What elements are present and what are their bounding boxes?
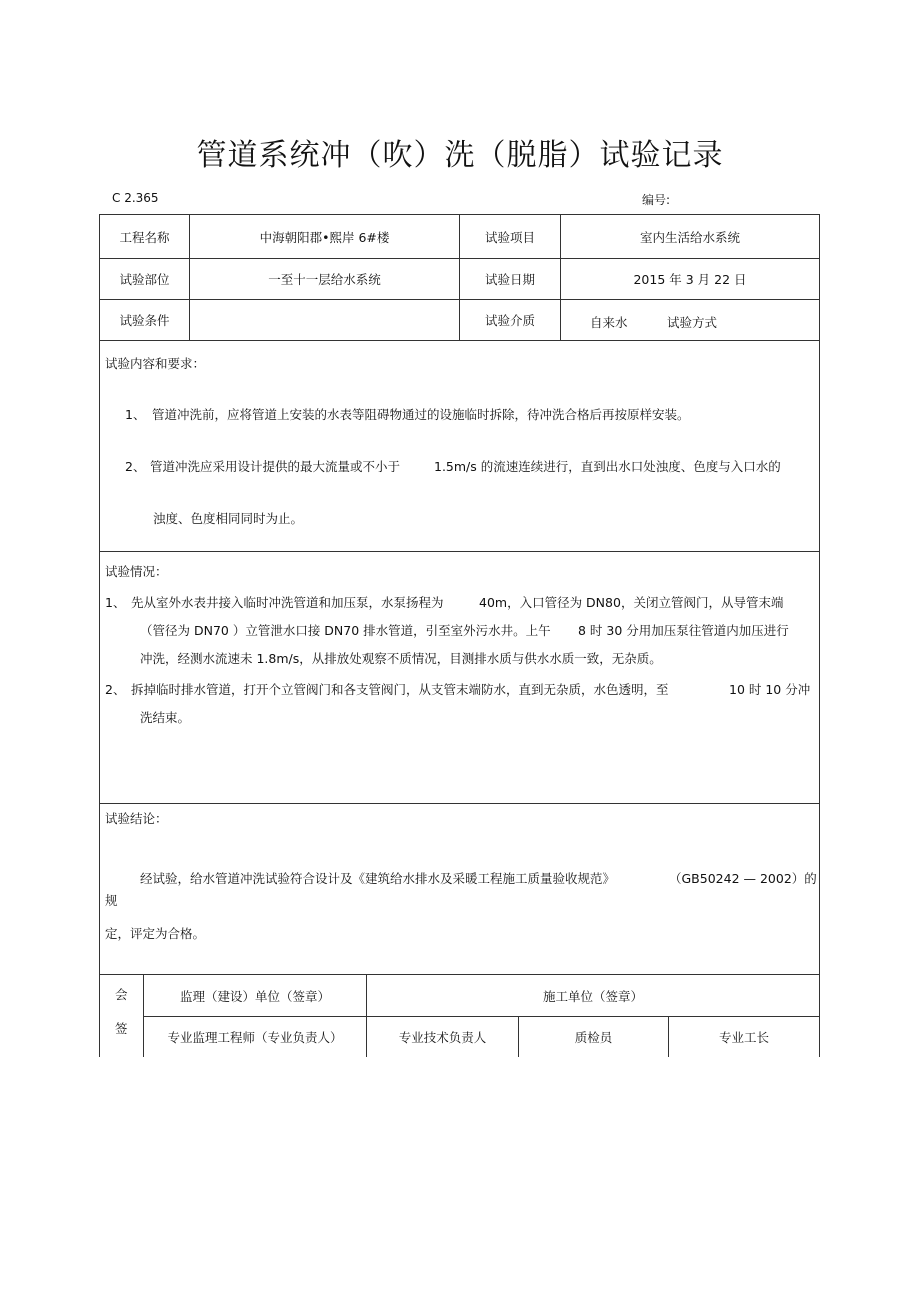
test-method-label: 试验方式 — [667, 315, 718, 330]
requirement-2-text-c: 浊度、色度相同同时为止。 — [153, 511, 304, 526]
conclusion-line1b: （GB50242 — 2002）的 — [669, 871, 817, 886]
conclusion-line1a: 经试验，给水管道冲洗试验符合设计及《建筑给水排水及采暖工程施工质量验收规范》 — [140, 871, 616, 886]
situation-1-line3: 冲洗，经测水流速未 1.8m/s，从排放处观察不质情况，目测排水质与供水水质一致，无杂质。 — [140, 651, 662, 666]
quality-inspector-label: 质检员 — [574, 1030, 613, 1045]
situation-2-line2: 洗结束。 — [140, 710, 191, 725]
test-condition-label: 试验条件 — [119, 313, 170, 328]
section-divider — [99, 551, 820, 552]
test-item-value: 室内生活给水系统 — [639, 229, 740, 245]
conclusion-line2: 规 — [105, 893, 118, 908]
test-condition-value — [190, 300, 459, 340]
page-title: 管道系统冲（吹）洗（脱脂）试验记录 — [196, 138, 724, 173]
test-part-label: 试验部位 — [119, 272, 170, 287]
requirements-heading: 试验内容和要求： — [105, 356, 206, 371]
conclusion-line3: 定，评定为合格。 — [105, 926, 206, 941]
situation-2-number: 2、 — [105, 682, 126, 697]
test-date-value: 2015 年 3 月 22 日 — [633, 272, 747, 287]
test-part-value: 一至十一层给水系统 — [268, 272, 381, 287]
situation-1-line2b: 8 时 30 分用加压泵往管道内加压进行 — [578, 623, 789, 638]
situation-1-line2a: （管径为 DN70 ）立管泄水口接 DN70 排水管道，引至室外污水井。上午 — [140, 623, 551, 638]
project-name-label: 工程名称 — [119, 229, 170, 245]
situation-2-line1a: 拆掉临时排水管道，打开个立管阀门和各支管阀门，从支管末端防水，直到无杂质，水色透明，至 — [131, 682, 669, 697]
requirement-2-text-b: 1.5m/s 的流速连续进行，直到出水口处浊度、色度与入口水的 — [434, 459, 781, 474]
signoff-side-label-1: 会 — [115, 987, 128, 1002]
supervising-engineer-label: 专业监理工程师（专业负责人） — [167, 1030, 343, 1045]
requirement-1-text: 管道冲洗前，应将管道上安装的水表等阻碍物通过的设施临时拆除，待冲洗合格后再按原样安装。 — [152, 407, 690, 422]
situation-1-line1a: 先从室外水表井接入临时冲洗管道和加压泵，水泵扬程为 — [131, 595, 444, 610]
conclusion-heading: 试验结论： — [105, 811, 168, 826]
section-divider — [99, 803, 820, 804]
test-medium-label: 试验介质 — [484, 313, 535, 328]
situation-heading: 试验情况： — [105, 564, 168, 579]
construction-unit-label: 施工单位（签章） — [542, 988, 643, 1004]
project-name-value: 中海朝阳郡•熙岸 6#楼 — [259, 229, 390, 245]
situation-2-line1b: 10 时 10 分冲 — [729, 682, 811, 697]
test-medium-value: 自来水 — [590, 315, 628, 330]
form-code: C 2.365 — [112, 191, 159, 205]
supervision-unit-label: 监理（建设）单位（签章） — [179, 988, 330, 1004]
situation-1-number: 1、 — [105, 595, 126, 610]
test-item-label: 试验项目 — [484, 229, 535, 245]
requirement-2-number: 2、 — [125, 459, 146, 474]
requirement-2-text-a: 管道冲洗应采用设计提供的最大流量或不小于 — [150, 459, 401, 474]
test-date-label: 试验日期 — [484, 272, 535, 287]
foreman-label: 专业工长 — [718, 1030, 769, 1045]
requirement-1-number: 1、 — [125, 407, 146, 422]
situation-1-line1b: 40m，入口管径为 DN80，关闭立管阀门，从导管末端 — [479, 595, 784, 610]
technical-lead-label: 专业技术负责人 — [398, 1030, 487, 1045]
serial-number-label: 编号: — [642, 193, 671, 207]
signoff-side-label-2: 签 — [115, 1021, 128, 1036]
